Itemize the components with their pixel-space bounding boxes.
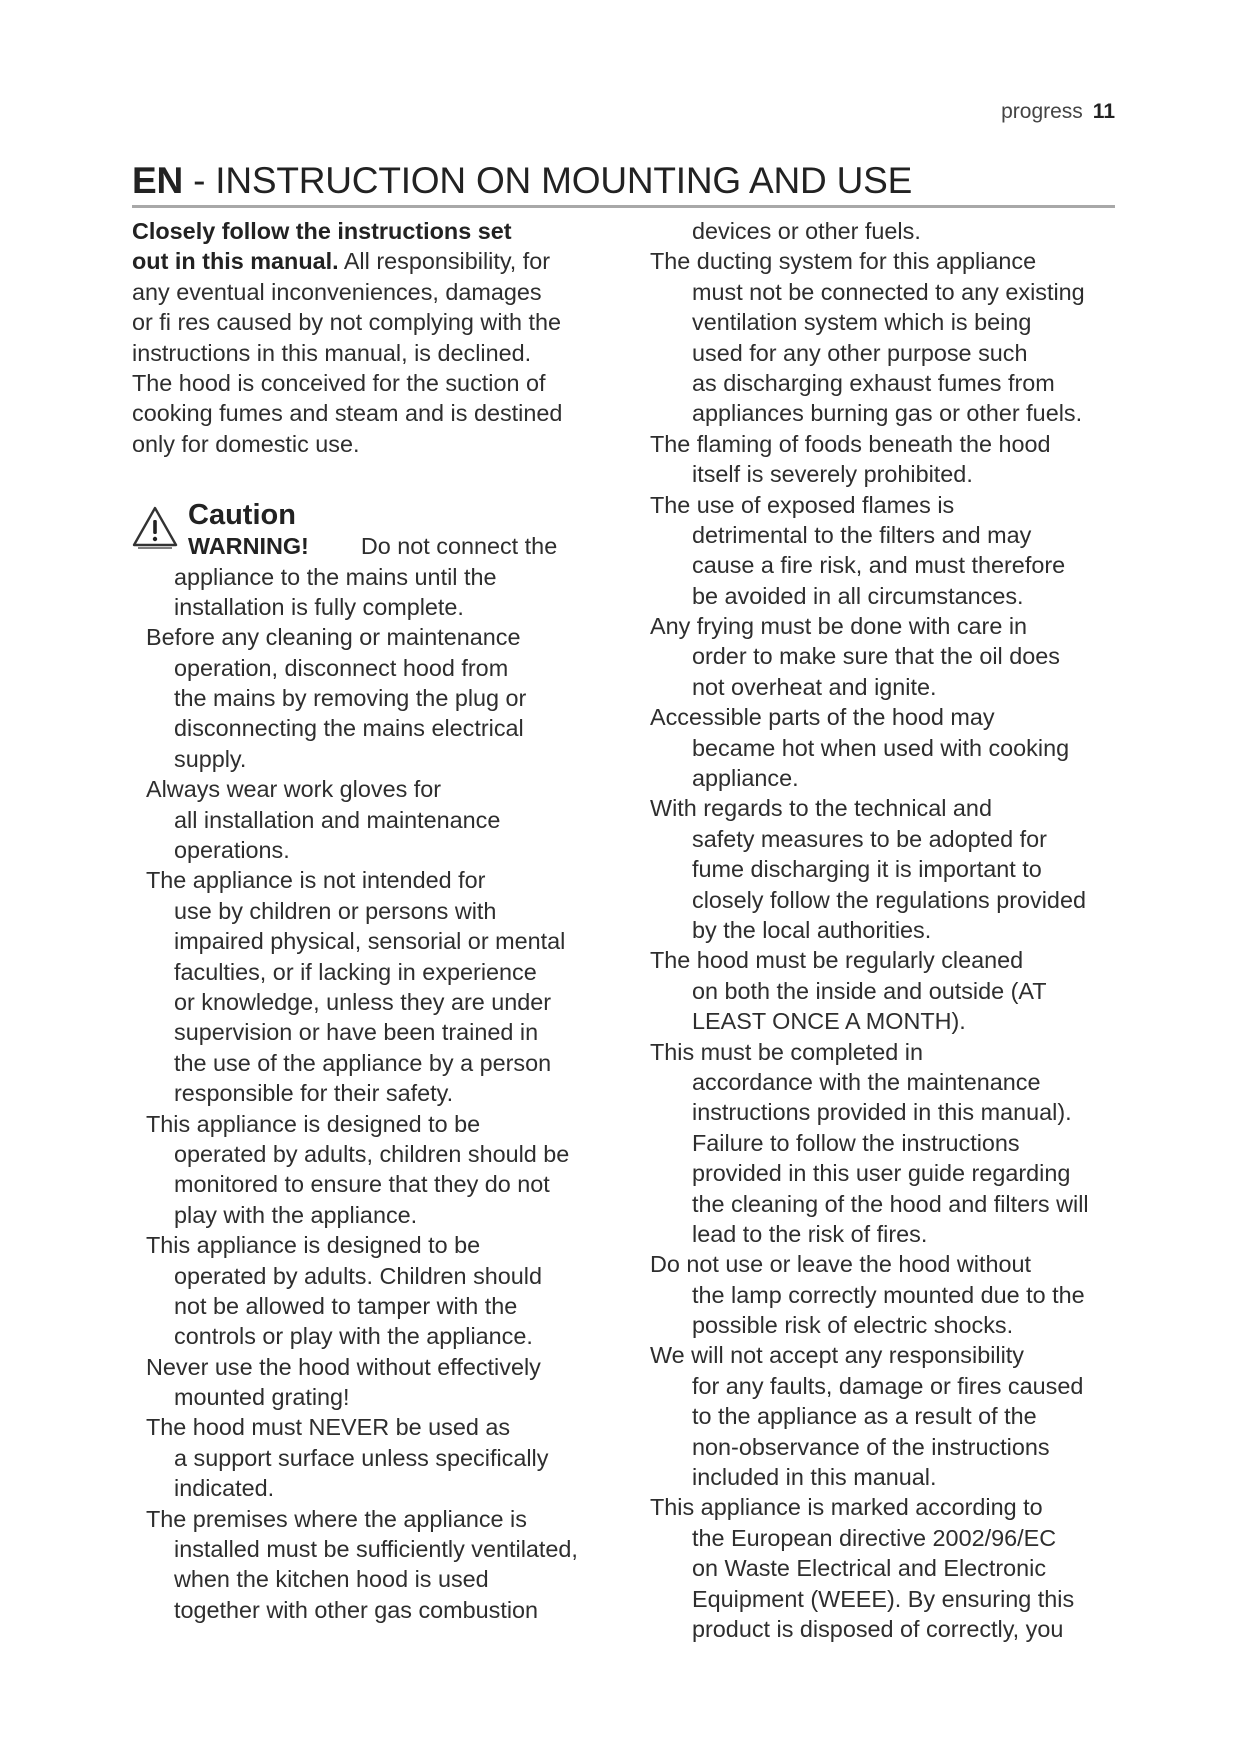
list-item-line: not overheat and ignite.	[692, 673, 937, 700]
list-item-line: safety measures to be adopted for	[692, 825, 1047, 852]
list-item-line: on both the inside and outside (AT	[692, 977, 1047, 1004]
list-item-line: supervision or have been trained in	[174, 1019, 539, 1046]
list-item-line: together with other gas combustion	[174, 1596, 539, 1623]
list-item-line: operation, disconnect hood from	[174, 654, 509, 681]
list-item-first-line: The use of exposed flames is	[650, 491, 955, 518]
list-item-line: by the local authorities.	[692, 916, 932, 943]
caution-list	[132, 622, 632, 1625]
list-item-first-line: Always wear work gloves for	[146, 776, 442, 803]
list-item-first-line: The premises where the appliance is	[146, 1505, 527, 1532]
intro-paragraph	[132, 277, 632, 459]
list-item-line: play with the appliance.	[174, 1201, 418, 1228]
list-item-line: operated by adults, children should be	[174, 1140, 570, 1167]
intro-line: or fi res caused by not complying with the	[132, 309, 562, 336]
intro-text: All responsibility, for	[338, 248, 551, 275]
list-item-first-line: The hood must NEVER be used as	[146, 1414, 511, 1441]
left-column	[132, 216, 632, 1625]
list-item-line: appliance.	[692, 765, 799, 792]
list-item	[132, 774, 632, 865]
list-item-line: accordance with the maintenance	[692, 1068, 1041, 1095]
safety-list	[650, 246, 1120, 1644]
list-item-first-line: Before any cleaning or maintenance	[146, 624, 521, 651]
list-item-first-line: This appliance is designed to be	[146, 1110, 481, 1137]
right-column	[650, 216, 1120, 1644]
warning-triangle-icon	[132, 505, 178, 549]
brand-name: progress	[1001, 100, 1083, 123]
list-item-line: indicated.	[174, 1475, 275, 1502]
list-item	[650, 945, 1120, 1036]
language-code: EN	[132, 160, 183, 201]
list-item-line: itself is severely prohibited.	[692, 461, 973, 488]
list-item-line: the European directive 2002/96/EC	[692, 1524, 1057, 1551]
page-title	[132, 160, 912, 202]
list-item	[650, 490, 1120, 612]
list-item-line: use by children or persons with	[174, 897, 497, 924]
list-item-line: lead to the risk of fires.	[692, 1220, 928, 1247]
list-item	[650, 1492, 1120, 1644]
list-item	[650, 246, 1120, 428]
list-item-line: operated by adults. Children should	[174, 1262, 542, 1289]
list-item	[132, 865, 632, 1108]
list-item	[650, 1037, 1120, 1250]
list-item-line: used for any other purpose such	[692, 339, 1028, 366]
intro-bold-line: Closely follow the instructions set	[132, 218, 512, 244]
intro-line: instructions in this manual, is declined.	[132, 339, 532, 366]
list-item-line: mounted grating!	[174, 1384, 350, 1411]
list-item-line: included in this manual.	[692, 1464, 937, 1491]
list-item-first-line: The ducting system for this appliance	[650, 248, 1037, 275]
intro-line: cooking fumes and steam and is destined	[132, 400, 563, 427]
list-item	[650, 1340, 1120, 1492]
list-item-first-line: Accessible parts of the hood may	[650, 704, 995, 731]
list-item-first-line: We will not accept any responsibility	[650, 1342, 1024, 1369]
list-item-line: order to make sure that the oil does	[692, 643, 1060, 670]
list-item-line: supply.	[174, 745, 247, 772]
warning-line	[132, 531, 632, 561]
list-item	[650, 1249, 1120, 1340]
warning-label: WARNING!	[188, 533, 309, 560]
warning-line: appliance to the mains until the	[174, 563, 497, 590]
list-item	[132, 1109, 632, 1231]
list-item-line: impaired physical, sensorial or mental	[174, 928, 566, 955]
list-item-line: a support surface unless specifically	[174, 1444, 549, 1471]
list-item-line: for any faults, damage or fires caused	[692, 1372, 1084, 1399]
list-item-first-line: The hood must be regularly cleaned	[650, 947, 1024, 974]
list-item	[650, 793, 1120, 945]
list-item-line: possible risk of electric shocks.	[692, 1312, 1014, 1339]
list-item-line: responsible for their safety.	[174, 1080, 454, 1107]
list-item-line: the mains by removing the plug or	[174, 685, 527, 712]
list-item-line: cause a fire risk, and must therefore	[692, 552, 1066, 579]
list-item-line: Failure to follow the instructions	[692, 1129, 1020, 1156]
intro-line: The hood is conceived for the suction of	[132, 369, 546, 396]
intro-line: only for domestic use.	[132, 430, 360, 457]
list-item-line: the lamp correctly mounted due to the	[692, 1281, 1085, 1308]
list-item-line: controls or play with the appliance.	[174, 1323, 533, 1350]
list-item	[650, 702, 1120, 793]
list-item-line: instructions provided in this manual).	[692, 1099, 1072, 1126]
list-item-first-line: The appliance is not intended for	[146, 867, 486, 894]
list-item-line: as discharging exhaust fumes from	[692, 369, 1055, 396]
warning-continuation	[132, 562, 632, 623]
list-item-line: LEAST ONCE A MONTH).	[692, 1008, 966, 1035]
list-item-line: monitored to ensure that they do not	[174, 1171, 550, 1198]
list-item-first-line: Any frying must be done with care in	[650, 613, 1028, 640]
intro-line: any eventual inconveniences, damages	[132, 278, 542, 305]
caution-heading	[132, 499, 632, 531]
intro-line	[132, 246, 632, 276]
list-item-first-line: Do not use or leave the hood without	[650, 1251, 1032, 1278]
list-item-line: Equipment (WEEE). By ensuring this	[692, 1585, 1075, 1612]
list-item-line: faculties, or if lacking in experience	[174, 958, 537, 985]
warning-line: installation is fully complete.	[174, 593, 464, 620]
title-divider	[132, 205, 1115, 208]
list-item-first-line: This must be completed in	[650, 1038, 924, 1065]
list-item-first-line: With regards to the technical and	[650, 795, 992, 822]
list-item-line: appliances burning gas or other fuels.	[692, 400, 1083, 427]
list-item-first-line: This appliance is marked according to	[650, 1494, 1043, 1521]
list-item-line: detrimental to the filters and may	[692, 521, 1032, 548]
list-item	[132, 1230, 632, 1352]
list-item-line: the cleaning of the hood and filters will	[692, 1190, 1089, 1217]
list-item-line: closely follow the regulations provided	[692, 886, 1086, 913]
list-item	[650, 611, 1120, 702]
list-item-line: be avoided in all circumstances.	[692, 582, 1024, 609]
list-item	[132, 1412, 632, 1503]
list-item-line: operations.	[174, 837, 290, 864]
list-item-line: or knowledge, unless they are under	[174, 988, 552, 1015]
page-header	[1001, 100, 1115, 124]
warning-text: Do not connect the	[360, 533, 558, 560]
list-item-line: all installation and maintenance	[174, 806, 501, 833]
list-item-line: ventilation system which is being	[692, 309, 1032, 336]
continuation-line: devices or other fuels.	[692, 218, 921, 244]
list-item-line: provided in this user guide regarding	[692, 1160, 1071, 1187]
title-text: - INSTRUCTION ON MOUNTING AND USE	[183, 160, 913, 201]
list-item-line: product is disposed of correctly, you	[692, 1615, 1064, 1642]
list-item-line: when the kitchen hood is used	[174, 1566, 489, 1593]
list-item-line: must not be connected to any existing	[692, 278, 1085, 305]
list-item-line: on Waste Electrical and Electronic	[692, 1555, 1047, 1582]
list-item	[132, 1504, 632, 1626]
list-item-line: fume discharging it is important to	[692, 856, 1042, 883]
list-item-line: installed must be sufficiently ventilated,	[174, 1536, 578, 1563]
list-item-line: became hot when used with cooking	[692, 734, 1070, 761]
list-item-first-line: Never use the hood without effectively	[146, 1353, 541, 1380]
list-item-line: not be allowed to tamper with the	[174, 1292, 518, 1319]
list-item	[650, 429, 1120, 490]
list-item-first-line: The flaming of foods beneath the hood	[650, 430, 1051, 457]
intro-bold-line: out in this manual.	[132, 248, 339, 275]
list-item	[132, 1352, 632, 1413]
list-item-first-line: This appliance is designed to be	[146, 1232, 481, 1259]
list-item-line: the use of the appliance by a person	[174, 1049, 552, 1076]
list-item	[132, 622, 632, 774]
list-item-line: non-observance of the instructions	[692, 1433, 1050, 1460]
list-item-line: disconnecting the mains electrical	[174, 715, 524, 742]
list-item-line: to the appliance as a result of the	[692, 1403, 1037, 1430]
caution-title: Caution	[188, 499, 296, 532]
page-number: 11	[1092, 100, 1115, 123]
